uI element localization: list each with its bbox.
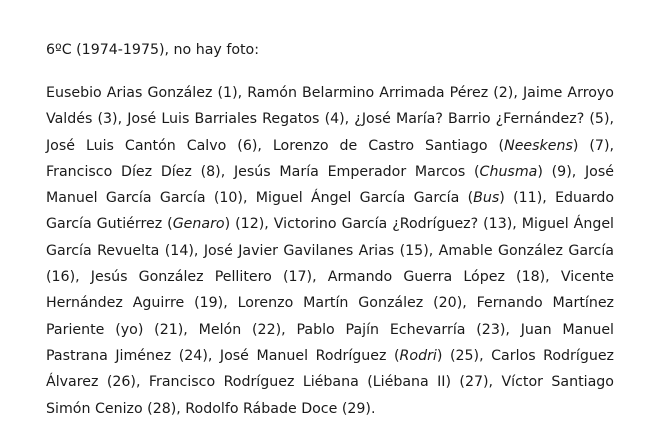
nickname-neeskens: Neeskens — [504, 137, 573, 154]
nickname-rodri: Rodri — [399, 347, 437, 364]
student-list-text: ) (12), Victorino García ¿Rodríguez? (13), Miguel Ángel García Revuelta (14), José Javier Gavilanes Arias (15), Amable González García (16), Jesús González Pellitero (17), Armando Guerra López (18), Vicente Hernández Aguirre (19), Lorenzo Martín González (20), Fernando Martínez Pariente (yo) (21), Melón (22), Pablo Pajín Echevarría (23), Juan Manuel Pastrana Jiménez (24), José Manuel Rodríguez ( — [46, 216, 615, 364]
student-list-text: Eusebio Arias González (1), Ramón Belarmino Arrimada Pérez (2), Jaime Arroyo Valdés (3), José Luis Barriales Regatos (4), ¿José María? Barrio ¿Fernández? (5), José Luis Cantón Calvo (6), Lorenzo de Castro Santiago ( — [46, 85, 614, 154]
student-list-text: ) (25), Carlos Rodríguez Álvarez (26), Francisco Rodríguez Liébana (Liébana II) (27), Víctor Santiago Simón Cenizo (28), Rodolfo Rábade Doce (29). — [46, 347, 615, 417]
class-heading: 6ºC (1974-1975), no hay foto: — [46, 42, 260, 58]
student-list-text: ) (9), José Manuel García García (10), Miguel Ángel García García ( — [46, 163, 614, 207]
nickname-bus: Bus — [473, 190, 500, 207]
student-list-paragraph — [46, 80, 614, 422]
nickname-genaro: Genaro — [172, 216, 225, 233]
student-list-text: ) (7), Francisco Díez Díez (8), Jesús María Emperador Marcos ( — [46, 137, 614, 180]
nickname-chusma: Chusma — [479, 163, 538, 180]
student-list-text: ) (11), Eduardo García Gutiérrez ( — [46, 190, 615, 233]
